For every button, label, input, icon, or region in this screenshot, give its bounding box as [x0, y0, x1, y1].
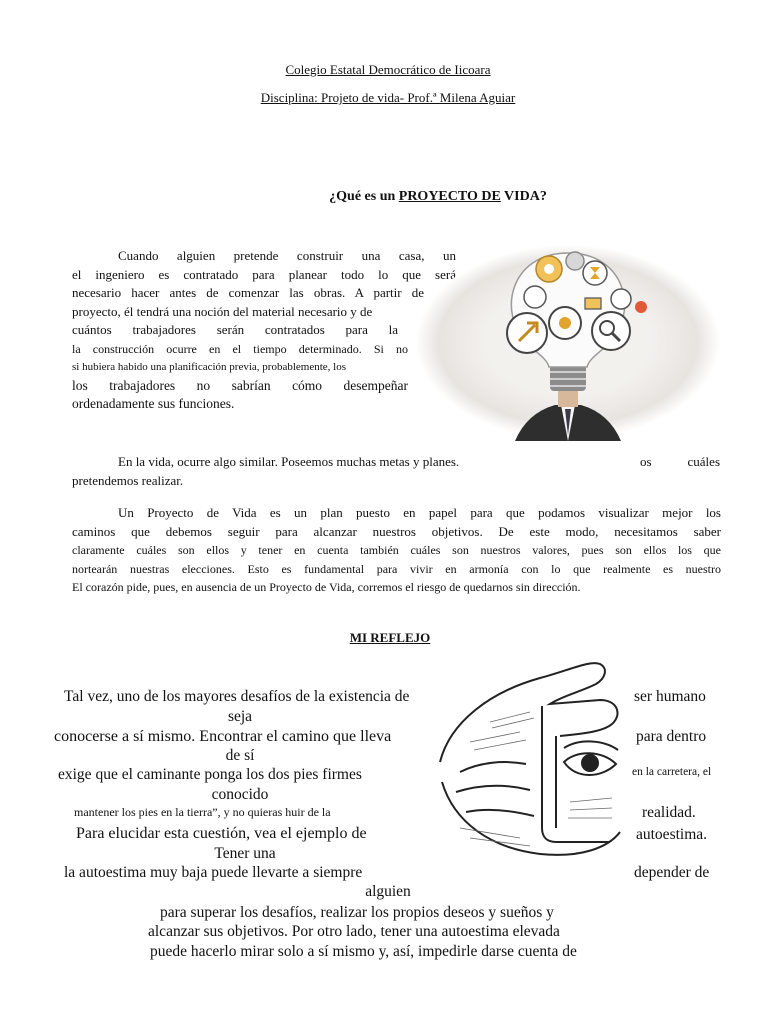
- reflejo-text: en la carretera, el: [632, 766, 712, 778]
- intro-line: la construcción ocurre en el tiempo determinado. Si no: [72, 341, 408, 356]
- intro-line: ordenadamente sus funciones.: [72, 396, 235, 411]
- reflejo-text: depender de: [634, 864, 710, 881]
- intro-line: el ingeniero es contratado para planear todo lo que será: [72, 266, 456, 282]
- project-line: nortearán nuestras elecciones. Esto es fundamental para vivir en armonía con lo que realmente es nuestro: [72, 561, 721, 576]
- reflejo-text: realidad.: [642, 804, 696, 821]
- title-prefix: ¿Qué es un: [329, 189, 399, 204]
- reflejo-text: conocerse a sí mismo. Encontrar el camino que lleva: [54, 728, 392, 745]
- reflejo-text: puede hacerlo mirar solo a sí mismo y, así, impedirle darse cuenta de: [150, 943, 577, 960]
- project-line: claramente cuáles son ellos y tener en cuenta también cuáles son nuestros valores, pues son ellos los que: [72, 543, 721, 557]
- title-suffix: VIDA?: [500, 189, 547, 204]
- reflejo-text: Para elucidar esta cuestión, vea el ejemplo de: [76, 825, 367, 842]
- life-line-os: os: [640, 454, 652, 469]
- reflejo-text: la autoestima muy baja puede llevarte a siempre: [64, 864, 363, 881]
- reflejo-text: autoestima.: [636, 826, 708, 843]
- reflejo-text: alguien: [365, 883, 411, 900]
- discipline-line: Disciplina: Projeto de vida- Prof.ª Milena Aguiar: [260, 90, 516, 105]
- title-emphasis: PROYECTO DE: [398, 189, 501, 204]
- life-paragraph: [72, 453, 720, 490]
- intro-line: necesario hacer antes de comenzar las obras. A partir de: [72, 285, 424, 300]
- reflejo-text: de sí: [225, 747, 255, 764]
- life-line-left: En la vida, ocurre algo similar. Poseemos muchas metas y planes.: [118, 454, 460, 469]
- school-name: Colegio Estatal Democrático de Iicoara: [285, 62, 491, 77]
- intro-line: cuántos trabajadores serán contratados para la: [72, 322, 398, 337]
- reflejo-text: mantener los pies en la tierra”, y no quieras huir de la: [74, 805, 331, 819]
- reflejo-text: exige que el caminante ponga los dos pies firmes: [58, 766, 362, 783]
- page-title: [0, 189, 768, 205]
- lightbulb-head-image: [415, 243, 721, 441]
- reflejo-text: para superar los desafíos, realizar los propios deseos y sueños y: [160, 904, 554, 921]
- reflejo-text: Tal vez, uno de los mayores desafíos de la existencia de: [64, 688, 410, 705]
- reflejo-text: seja: [227, 708, 253, 725]
- hand-eye-image: [430, 652, 630, 864]
- intro-line: los trabajadores no sabrían cómo desempeñar: [72, 377, 408, 393]
- life-line: pretendemos realizar.: [72, 472, 184, 488]
- reflejo-text: alcanzar sus objetivos. Por otro lado, tener una autoestima elevada: [148, 923, 560, 940]
- project-line: caminos que debemos seguir para alcanzar nuestros objetivos. De este modo, necesitamos saber: [72, 523, 721, 539]
- intro-paragraph: [72, 247, 456, 414]
- reflejo-text: Tener una: [214, 845, 276, 862]
- project-paragraph: [72, 504, 721, 597]
- life-line-right: cuáles: [687, 454, 720, 469]
- intro-line: proyecto, él tendrá una noción del material necesario y de: [72, 303, 373, 319]
- reflejo-text: ser humano: [634, 688, 706, 705]
- section-heading-mi-reflejo: MI REFLEJO: [349, 630, 431, 645]
- reflejo-text: conocido: [211, 786, 269, 803]
- intro-line: Cuando alguien pretende construir una casa, un: [118, 248, 456, 263]
- intro-line: si hubiera habido una planificación previa, probablemente, los: [72, 361, 346, 373]
- reflejo-text: para dentro: [636, 728, 707, 745]
- project-line: El corazón pide, pues, en ausencia de un Proyecto de Vida, corremos el riesgo de quedarnos sin dirección.: [72, 580, 581, 594]
- project-line: Un Proyecto de Vida es un plan puesto en papel para que podamos visualizar mejor los: [118, 505, 721, 520]
